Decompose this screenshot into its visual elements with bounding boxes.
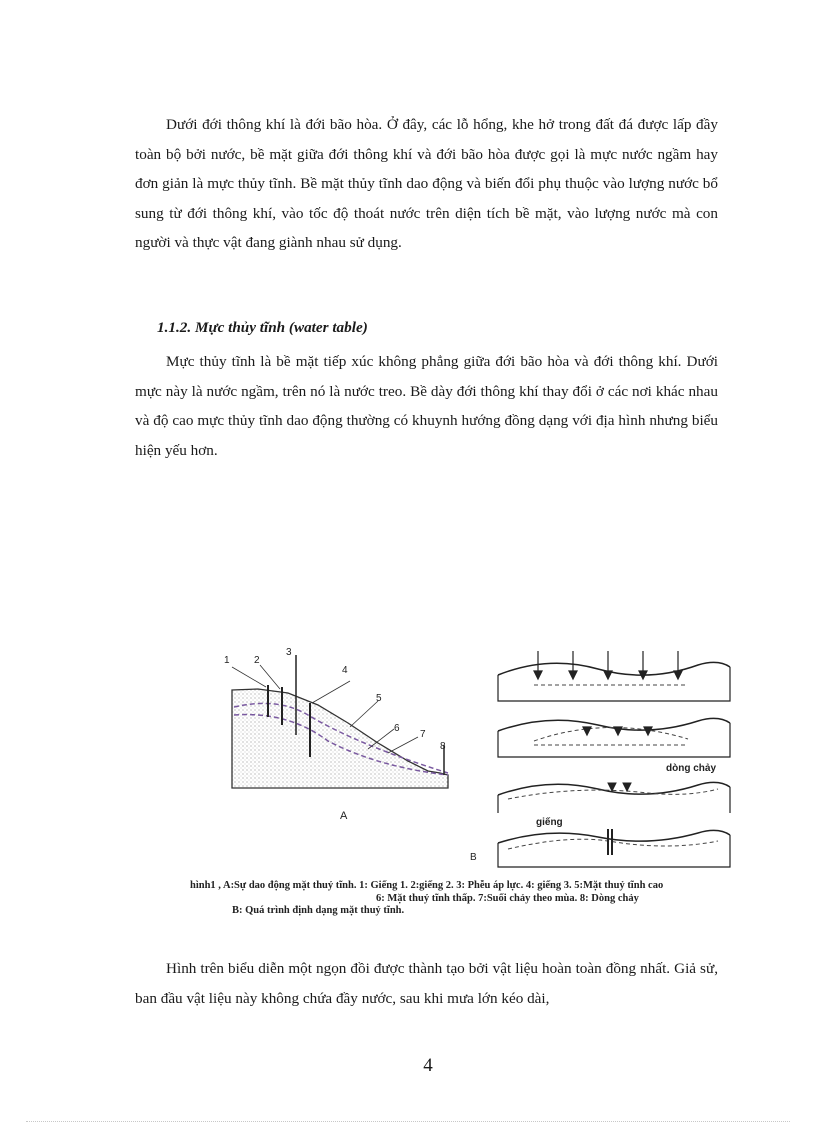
panel-b4 bbox=[470, 816, 730, 867]
paragraph-hill-description: Hình trên biểu diễn một ngọn đồi được thành tạo bởi vật liệu hoàn toàn đồng nhất. Giả sử, ban đầu vật liệu này không chứa đầy nước, sau khi mưa lớn kéo dài, bbox=[135, 960, 718, 1007]
label-2: 2 bbox=[254, 655, 260, 666]
label-a: A bbox=[340, 810, 348, 822]
page-number: 4 bbox=[423, 1055, 433, 1076]
label-1: 1 bbox=[224, 655, 230, 666]
panel-b2 bbox=[498, 718, 730, 757]
label-b: B bbox=[470, 852, 477, 863]
label-gieng: giếng bbox=[536, 817, 563, 828]
label-dong-chay: dòng chảy bbox=[666, 763, 717, 774]
section-heading: 1.1.2. Mực thủy tĩnh (water table) bbox=[157, 319, 368, 336]
label-8: 8 bbox=[440, 741, 446, 752]
panel-b1 bbox=[498, 651, 730, 701]
panel-b3 bbox=[498, 763, 730, 813]
label-5: 5 bbox=[376, 693, 382, 704]
figure-b-water-table-formation bbox=[468, 645, 768, 875]
figure-caption-line-3: B: Quá trình định dạng mặt thuỷ tĩnh. bbox=[232, 905, 405, 916]
label-4: 4 bbox=[342, 665, 348, 676]
label-7: 7 bbox=[420, 729, 426, 740]
figure-caption-line-1: hình1 , A:Sự dao động mặt thuỷ tĩnh. 1: Giếng 1. 2:giếng 2. 3: Phễu áp lực. 4: giếng 3. 5:Mặt thuỷ tĩnh cao bbox=[190, 880, 664, 891]
footer-rule bbox=[26, 1121, 790, 1122]
paragraph-saturation-zone: Dưới đới thông khí là đới bão hòa. Ở đây, các lỗ hổng, khe hở trong đất đá được lấp đầy toàn bộ bởi nước, bề mặt giữa đới thông khí và đới bão hòa được gọi là mực nước ngầm hay đơn giản là mực thủy tĩnh. Bề mặt thủy tĩnh dao động và biến đổi phụ thuộc vào lượng nước bổ sung từ đới thông khí, vào tốc độ thoát nước trên diện tích bề mặt, vào lượng nước mà con người và thực vật đang giành nhau sử dụng. bbox=[135, 116, 718, 251]
label-3: 3 bbox=[286, 647, 292, 658]
figure-a-hill-section bbox=[218, 645, 468, 825]
paragraph-water-table: Mực thủy tĩnh là bề mặt tiếp xúc không phẳng giữa đới bão hòa và đới thông khí. Dưới mực này là nước ngầm, trên nó là nước treo. Bề dày đới thông khí thay đổi ở các nơi khác nhau và độ cao mực thủy tĩnh dao động thường có khuynh hướng đồng dạng với địa hình nhưng biểu hiện yếu hơn. bbox=[135, 353, 718, 459]
label-6: 6 bbox=[394, 723, 400, 734]
figure-caption-line-2: 6: Mặt thuỷ tĩnh thấp. 7:Suối chảy theo mùa. 8: Dòng chảy bbox=[376, 893, 639, 904]
